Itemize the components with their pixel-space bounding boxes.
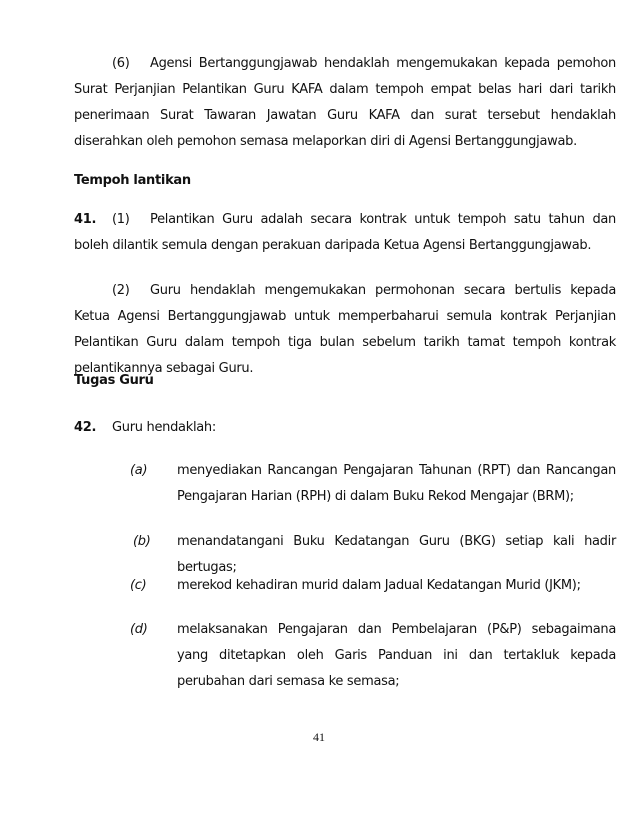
section-number: 42. bbox=[74, 420, 97, 435]
heading-tempoh-lantikan: Tempoh lantikan bbox=[74, 173, 191, 188]
paragraph-6 bbox=[74, 51, 616, 155]
subsection-text: Pelantikan Guru adalah secara kontrak untuk tempoh satu tahun dan boleh dilantik semula dengan perakuan daripada Ketua Agensi Bertanggungjawab. bbox=[74, 212, 616, 253]
section-42-intro bbox=[74, 418, 216, 438]
list-item-text: menyediakan Rancangan Pengajaran Tahunan (RPT) dan Rancangan Pengajaran Harian (RPH) di dalam Buku Rekod Mengajar (BRM); bbox=[177, 463, 616, 504]
page-number: 41 bbox=[313, 730, 325, 744]
section-41-subsection-2 bbox=[74, 278, 616, 382]
subsection-number: (2) bbox=[112, 283, 130, 298]
section-41-subsection-1 bbox=[74, 207, 616, 259]
paragraph-text: Agensi Bertanggungjawab hendaklah mengemukakan kepada pemohon Surat Perjanjian Pelantikan Guru KAFA dalam tempoh empat belas hari dari tarikh penerimaan Surat Tawaran Jawatan Guru KAFA dan surat tersebut hendaklah diserahkan oleh pemohon semasa melaporkan diri di Agensi Bertanggungjawab. bbox=[74, 56, 616, 149]
list-item-text: merekod kehadiran murid dalam Jadual Kedatangan Murid (JKM); bbox=[177, 578, 581, 593]
list-item-text: melaksanakan Pengajaran dan Pembelajaran (P&P) sebagaimana yang ditetapkan oleh Garis Panduan ini dan tertakluk kepada perubahan dari semasa ke semasa; bbox=[177, 622, 616, 689]
paragraph-number: (6) bbox=[112, 56, 130, 71]
section-intro-text: Guru hendaklah: bbox=[112, 420, 216, 435]
list-item-letter: (d) bbox=[130, 622, 148, 637]
list-item-letter: (a) bbox=[130, 463, 148, 478]
subsection-number: (1) bbox=[112, 212, 130, 227]
list-item-letter: (b) bbox=[133, 534, 151, 549]
list-item-text: menandatangani Buku Kedatangan Guru (BKG) setiap kali hadir bertugas; bbox=[177, 534, 616, 575]
subsection-text: Guru hendaklah mengemukakan permohonan secara bertulis kepada Ketua Agensi Bertanggungjawab untuk memperbaharui semula kontrak Perjanjian Pelantikan Guru dalam tempoh tiga bulan sebelum tarikh tamat tempoh kontrak pelantikannya sebagai Guru. bbox=[74, 283, 616, 376]
heading-tugas-guru: Tugas Guru bbox=[74, 373, 154, 388]
section-number: 41. bbox=[74, 212, 97, 227]
list-item-letter: (c) bbox=[130, 578, 147, 593]
